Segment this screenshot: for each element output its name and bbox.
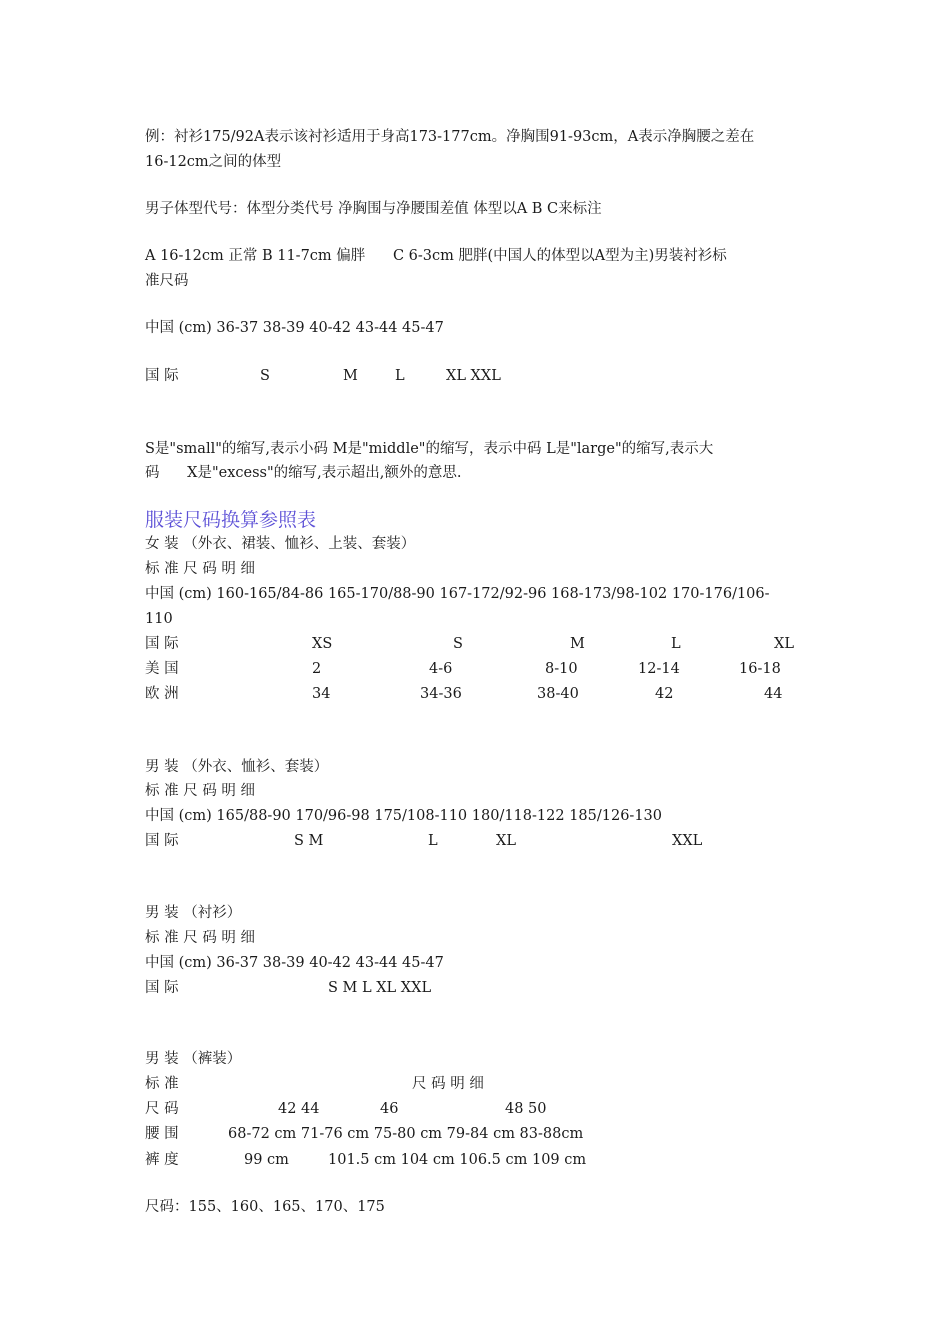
intl-size-xl-xxl: XL XXL xyxy=(446,368,501,384)
footer-sizes: 尺码：155、160、165、170、175 xyxy=(145,1199,385,1215)
table-cell: 42 44 xyxy=(278,1101,320,1117)
men-outer-china-row: 中国 (cm) 165/88-90 170/96-98 175/108-110 180/118-122 185/126-130 xyxy=(145,808,663,824)
table-cell: L xyxy=(671,636,681,652)
men-pants-waist-values: 68-72 cm 71-76 cm 75-80 cm 79-84 cm 83-88cm xyxy=(228,1126,584,1142)
intl-label: 国 际 xyxy=(145,368,179,384)
men-outer-subheading: 标 准 尺 码 明 细 xyxy=(145,783,256,799)
table-cell: XL xyxy=(774,636,794,652)
intro-example-line-2: 16-12cm之间的体型 xyxy=(145,154,282,170)
women-heading: 女 装 （外衣、裙装、恤衫、上装、套装） xyxy=(145,536,416,552)
table-cell: XXL xyxy=(672,833,703,849)
intro-example-line-1: 例：衬衫175/92A表示该衬衫适用于身高173-177cm。净胸围91-93cm，A表示净胸腰之差在 xyxy=(145,129,755,145)
women-subheading: 标 准 尺 码 明 细 xyxy=(145,561,256,577)
intl-size-l: L xyxy=(395,368,405,384)
table-cell: M xyxy=(570,636,585,652)
men-shirt-subheading: 标 准 尺 码 明 细 xyxy=(145,930,256,946)
abc-line-1: A 16-12cm 正常 B 11-7cm 偏胖 C 6-3cm 肥胖(中国人的体型以A型为主)男装衬衫标 xyxy=(145,248,727,264)
table-cell: 48 50 xyxy=(505,1101,547,1117)
men-pants-waist-label: 腰 围 xyxy=(145,1126,179,1142)
men-shirt-intl-sizes: S M L XL XXL xyxy=(328,980,432,996)
table-cell: XS xyxy=(312,636,333,652)
china-shirt-row: 中国 (cm) 36-37 38-39 40-42 43-44 45-47 xyxy=(145,320,444,336)
table-cell: XL xyxy=(496,833,516,849)
table-cell: 4-6 xyxy=(429,661,453,677)
women-china-line-2: 110 xyxy=(145,611,173,627)
table-cell: 12-14 xyxy=(638,661,680,677)
table-cell: 46 xyxy=(380,1101,399,1117)
table-cell: 99 cm xyxy=(244,1152,289,1168)
abc-line-2: 准尺码 xyxy=(145,273,189,289)
intl-size-m: M xyxy=(343,368,358,384)
section-title: 服装尺码换算参照表 xyxy=(145,509,317,531)
table-cell: 38-40 xyxy=(537,686,579,702)
men-outer-heading: 男 装 （外衣、恤衫、套装） xyxy=(145,759,329,775)
table-cell: 16-18 xyxy=(739,661,781,677)
men-pants-size-label: 尺 码 xyxy=(145,1101,179,1117)
table-cell: 34-36 xyxy=(420,686,462,702)
women-intl-label: 国 际 xyxy=(145,636,179,652)
table-cell: S xyxy=(453,636,463,652)
men-shirt-intl-label: 国 际 xyxy=(145,980,179,996)
men-outer-intl-label: 国 际 xyxy=(145,833,179,849)
men-pants-heading: 男 装 （裤装） xyxy=(145,1051,242,1067)
abbr-line-1: S是"small"的缩写,表示小码 M是"middle"的缩写，表示中码 L是"large"的缩写,表示大 xyxy=(145,441,714,457)
table-cell: 8-10 xyxy=(545,661,578,677)
women-us-label: 美 国 xyxy=(145,661,179,677)
men-pants-std-detail: 尺 码 明 细 xyxy=(412,1076,484,1092)
table-cell: 42 xyxy=(655,686,674,702)
men-shirt-heading: 男 装 （衬衫） xyxy=(145,905,242,921)
men-pants-length-label: 裤 度 xyxy=(145,1152,179,1168)
table-cell: S M xyxy=(294,833,324,849)
men-shirt-china-row: 中国 (cm) 36-37 38-39 40-42 43-44 45-47 xyxy=(145,955,444,971)
table-cell: 101.5 cm 104 cm 106.5 cm 109 cm xyxy=(328,1152,587,1168)
table-cell: 44 xyxy=(764,686,783,702)
men-pants-std-label: 标 准 xyxy=(145,1076,179,1092)
women-eu-label: 欧 洲 xyxy=(145,686,179,702)
table-cell: 34 xyxy=(312,686,331,702)
table-cell: 2 xyxy=(312,661,322,677)
abbr-line-2: 码 X是"excess"的缩写,表示超出,额外的意思. xyxy=(145,465,462,481)
table-cell: L xyxy=(428,833,438,849)
women-china-line-1: 中国 (cm) 160-165/84-86 165-170/88-90 167-172/92-96 168-173/98-102 170-176/106- xyxy=(145,586,770,602)
body-type-code-line: 男子体型代号：体型分类代号 净胸围与净腰围差值 体型以A B C来标注 xyxy=(145,201,602,217)
intl-size-s: S xyxy=(260,368,270,384)
